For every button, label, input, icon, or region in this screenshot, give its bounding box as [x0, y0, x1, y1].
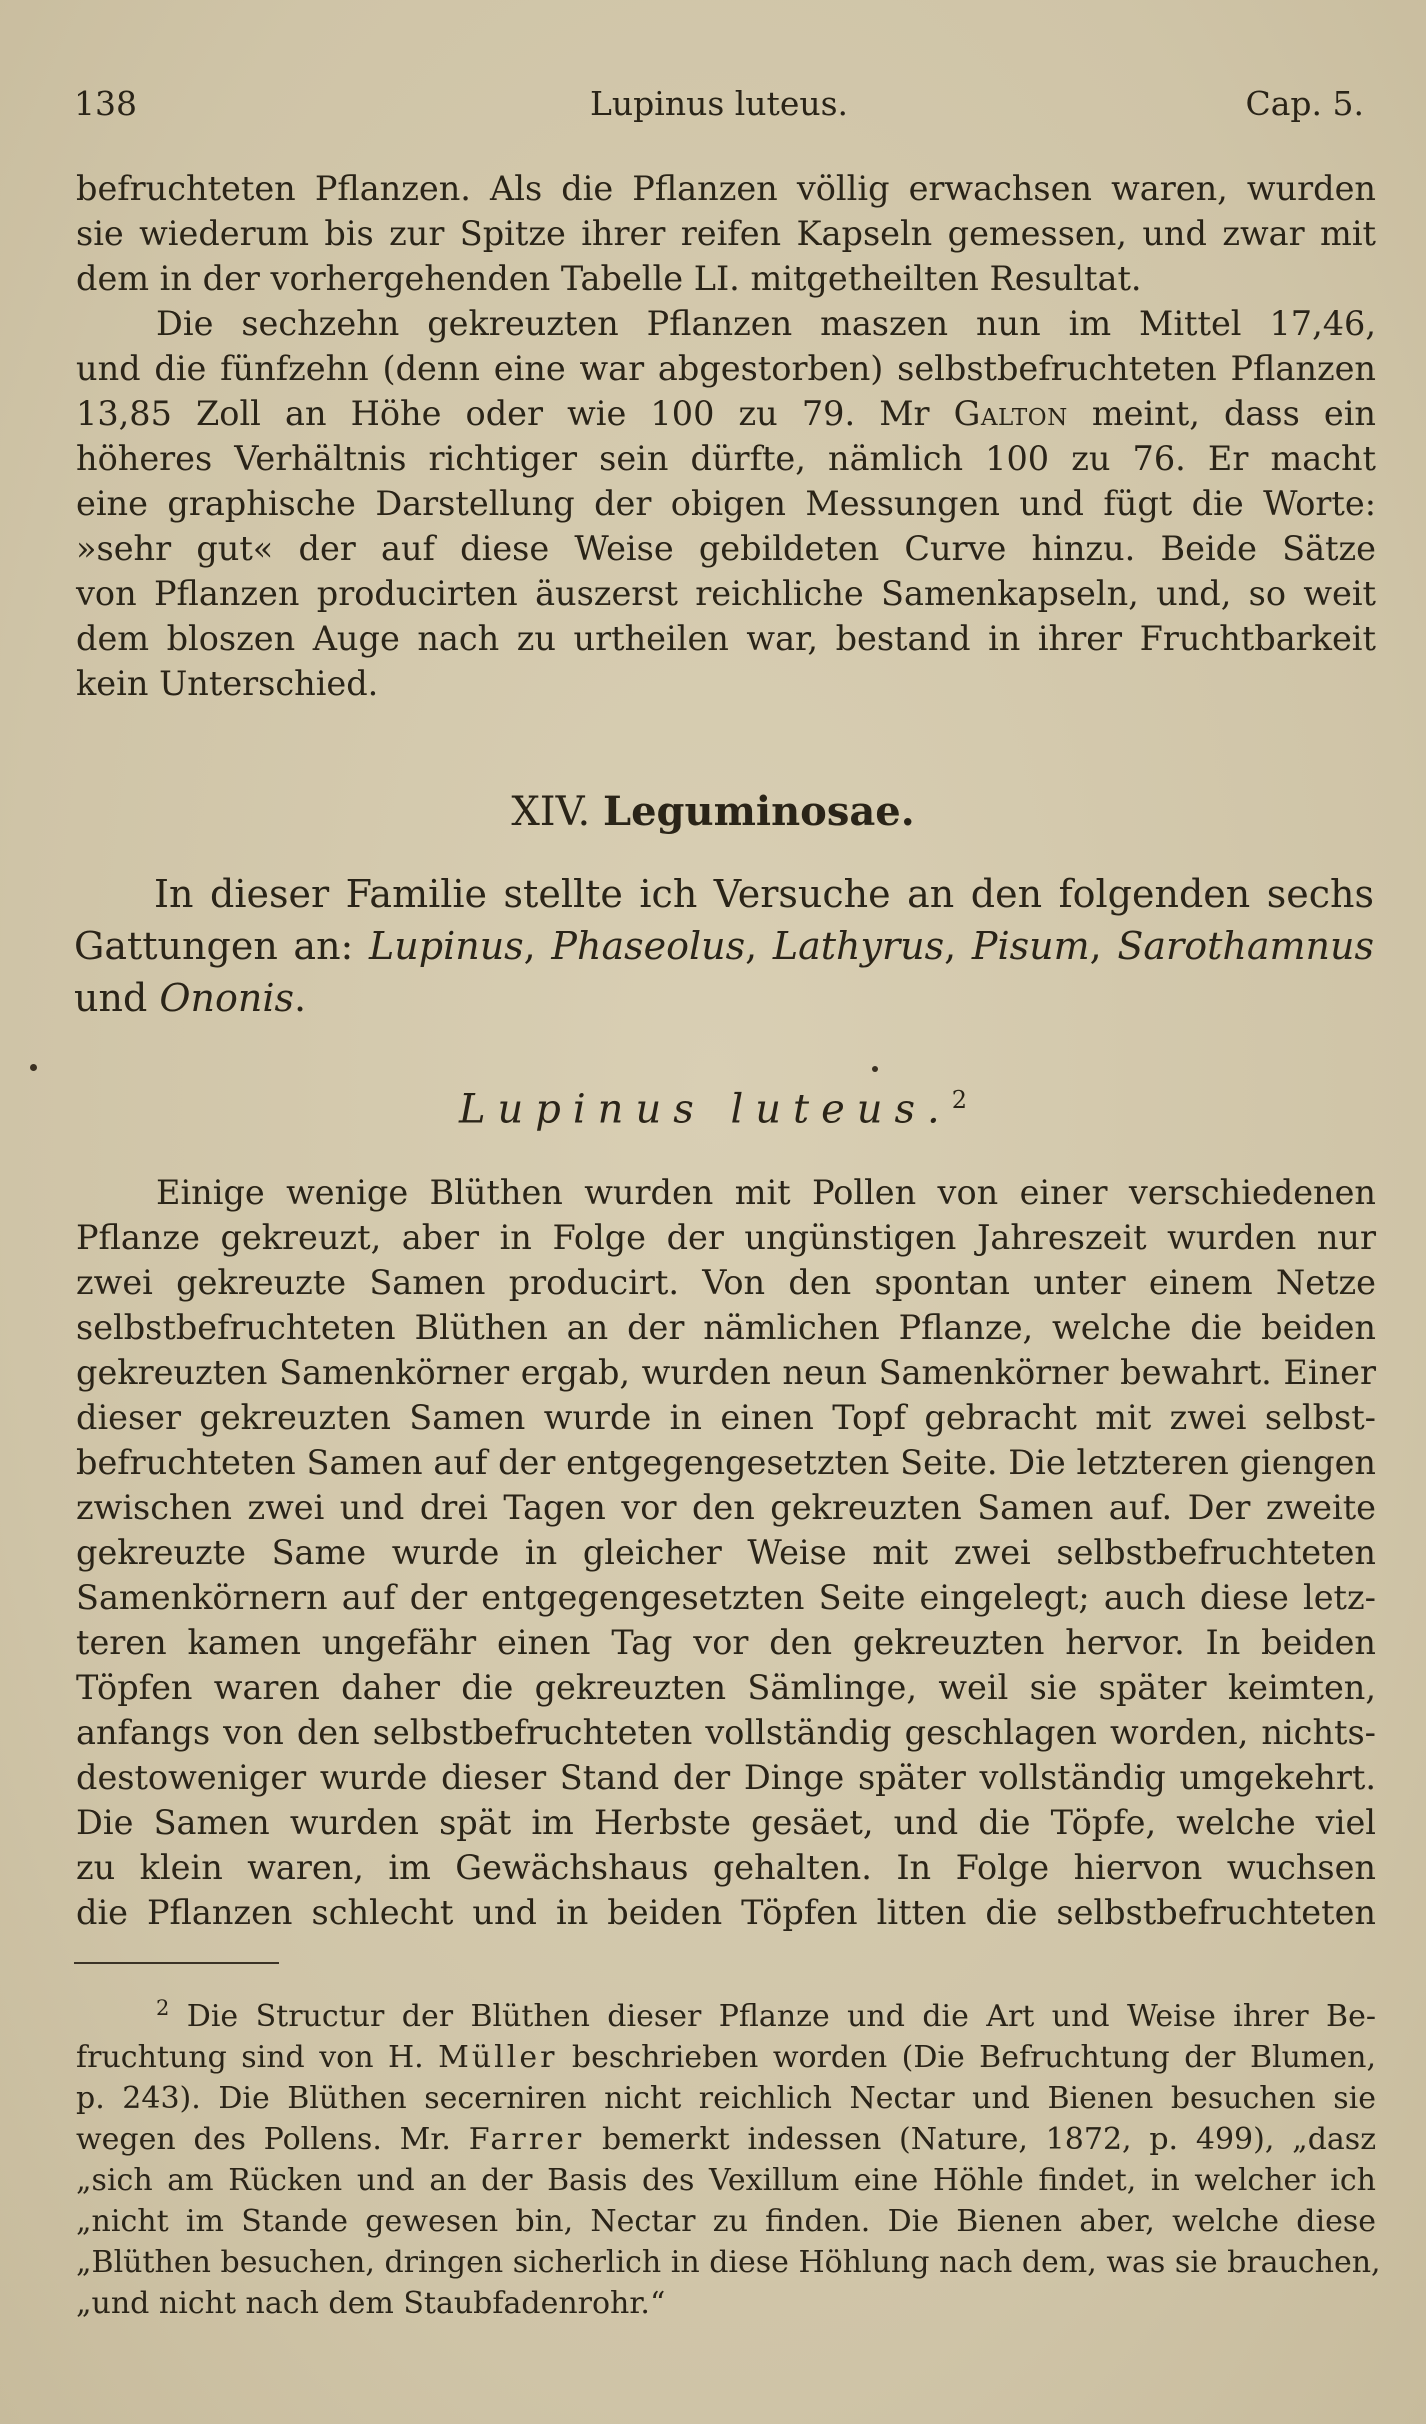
- text-line: und die fünfzehn (denn eine war abgestorben) selbstbefruchteten Pflanzen: [76, 349, 1376, 388]
- text-fragment: Gattungen an:: [74, 924, 354, 968]
- footnote: [76, 1996, 1381, 2324]
- species-name: Lupinus luteus.: [458, 1086, 952, 1133]
- text-line: In dieser Familie stellte ich Versuche an den folgenden sechs: [154, 872, 1374, 916]
- text-line: sie wiederum bis zur Spitze ihrer reifen Kapseln gemessen, und zwar mit: [76, 214, 1376, 253]
- text-line: selbstbefruchteten Blüthen an der nämlichen Pflanze, welche die beiden: [76, 1308, 1376, 1347]
- section-heading: [0, 788, 1426, 835]
- text-line: [76, 1996, 1376, 2037]
- text-line: und Ononis.: [74, 976, 307, 1020]
- text-fragment: wegen des Pollens. Mr.: [76, 2122, 451, 2157]
- text-line: Töpfen waren daher die gekreuzten Sämlinge, weil sie später keimten,: [76, 1668, 1376, 1707]
- text-fragment: Die Structur der Blüthen dieser Pflanze und die Art und Weise ihrer Be-: [186, 1999, 1376, 2034]
- text-line: dem in der vorhergehenden Tabelle LI. mitgetheilten Resultat.: [76, 259, 1142, 298]
- text-line: Gattungen an: Lupinus, Phaseolus, Lathyrus, Pisum, Sarothamnus: [74, 924, 1374, 968]
- chapter-label: Cap. 5.: [1245, 84, 1364, 123]
- text-line: Pflanze gekreuzt, aber in Folge der ungünstigen Jahreszeit wurden nur: [76, 1218, 1376, 1257]
- footnote-marker: 2: [156, 1996, 170, 2020]
- author-name: Galton: [953, 394, 1068, 433]
- text-line: befruchteten Pflanzen. Als die Pflanzen völlig erwachsen waren, wurden: [76, 169, 1376, 208]
- text-line: teren kamen ungefähr einen Tag vor den gekreuzten hervor. In beiden: [76, 1623, 1376, 1662]
- text-line: Die Samen wurden spät im Herbste gesäet, und die Töpfe, welche viel: [76, 1803, 1376, 1842]
- text-line: gekreuzte Same wurde in gleicher Weise mit zwei selbstbefruchteten: [76, 1533, 1376, 1572]
- text-line: höheres Verhältnis richtiger sein dürfte, nämlich 100 zu 76. Er macht: [76, 439, 1376, 478]
- text-line: Einige wenige Blüthen wurden mit Pollen von einer verschiedenen: [156, 1173, 1376, 1212]
- text-line: destoweniger wurde dieser Stand der Dinge später vollständig umgekehrt.: [76, 1758, 1376, 1797]
- page-number: 138: [74, 84, 137, 123]
- running-title: Lupinus luteus.: [589, 84, 849, 123]
- text-line: zu klein waren, im Gewächshaus gehalten. In Folge hiervon wuchsen: [76, 1848, 1376, 1887]
- text-line: „nicht im Stande gewesen bin, Nectar zu finden. Die Bienen aber, welche diese: [76, 2204, 1376, 2239]
- text-line: „und nicht nach dem Staubfadenrohr.“: [76, 2286, 666, 2321]
- text-line: »sehr gut« der auf diese Weise gebildeten Curve hinzu. Beide Sätze: [76, 529, 1376, 568]
- text-line: Die sechzehn gekreuzten Pflanzen maszen nun im Mittel 17,46,: [156, 304, 1376, 343]
- text-line: die Pflanzen schlecht und in beiden Töpfen litten die selbstbefruchteten: [76, 1893, 1376, 1932]
- text-fragment: bemerkt indessen (Nature, 1872, p. 499), „dasz: [602, 2122, 1376, 2157]
- genus-name: Ononis: [159, 976, 295, 1020]
- genus-name: Pisum: [971, 924, 1090, 968]
- text-line: „Blüthen besuchen, dringen sicherlich in diese Höhlung nach dem, was sie brauchen,: [76, 2245, 1381, 2280]
- text-fragment: 13,85 Zoll an Höhe oder wie 100 zu 79. Mr: [76, 394, 930, 433]
- genus-name: Phaseolus: [551, 924, 746, 968]
- author-name: Farrer: [468, 2122, 585, 2157]
- print-speck: [872, 1066, 878, 1072]
- intro-paragraph: [74, 868, 1374, 1024]
- text-line: Samenkörnern auf der entgegengesetzten Seite eingelegt; auch diese letz-: [76, 1578, 1376, 1617]
- text-line: eine graphische Darstellung der obigen Messungen und fügt die Worte:: [76, 484, 1376, 523]
- footnote-divider: [74, 1962, 279, 1964]
- author-name: Müller: [438, 2040, 558, 2075]
- text-line: dieser gekreuzten Samen wurde in einen Topf gebracht mit zwei selbst-: [76, 1398, 1376, 1437]
- text-line: von Pflanzen producirten äuszerst reichliche Samenkapseln, und, so weit: [76, 574, 1376, 613]
- text-line: p. 243). Die Blüthen secerniren nicht reichlich Nectar und Bienen besuchen sie: [76, 2081, 1376, 2116]
- genus-name: Lupinus: [369, 924, 524, 968]
- text-line: dem bloszen Auge nach zu urtheilen war, bestand in ihrer Fruchtbarkeit: [76, 619, 1376, 658]
- genus-name: Lathyrus: [772, 924, 945, 968]
- genus-name: Sarothamnus: [1117, 924, 1374, 968]
- paragraph-1: [76, 166, 1376, 301]
- section-name: Leguminosae.: [602, 788, 915, 835]
- text-fragment: beschrieben worden (Die Befruchtung der Blumen,: [571, 2040, 1376, 2075]
- text-fragment: fruchtung sind von H.: [76, 2040, 424, 2075]
- species-heading: [0, 1086, 1426, 1132]
- section-numeral: XIV.: [511, 789, 591, 835]
- text-line: zwei gekreuzte Samen producirt. Von den spontan unter einem Netze: [76, 1263, 1376, 1302]
- text-line: [76, 2037, 1376, 2078]
- text-line: befruchteten Samen auf der entgegengesetzten Seite. Die letzteren giengen: [76, 1443, 1376, 1482]
- text-fragment: meint, dass ein: [1091, 394, 1377, 433]
- text-line: kein Unterschied.: [76, 664, 379, 703]
- text-line: zwischen zwei und drei Tagen vor den gekreuzten Samen auf. Der zweite: [76, 1488, 1376, 1527]
- paragraph-2: [76, 301, 1376, 706]
- text-line: [76, 391, 1376, 436]
- text-line: [76, 2119, 1376, 2160]
- text-fragment: und: [74, 976, 148, 1020]
- text-line: „sich am Rücken und an der Basis des Vexillum eine Höhle findet, in welcher ich: [76, 2163, 1376, 2198]
- running-header: [74, 84, 1364, 134]
- text-line: anfangs von den selbstbefruchteten vollständig geschlagen worden, nichts-: [76, 1713, 1376, 1752]
- paragraph-3: [76, 1170, 1376, 1935]
- text-line: gekreuzten Samenkörner ergab, wurden neun Samenkörner bewahrt. Einer: [76, 1353, 1376, 1392]
- print-speck: [30, 1064, 37, 1071]
- footnote-reference: 2: [951, 1086, 968, 1114]
